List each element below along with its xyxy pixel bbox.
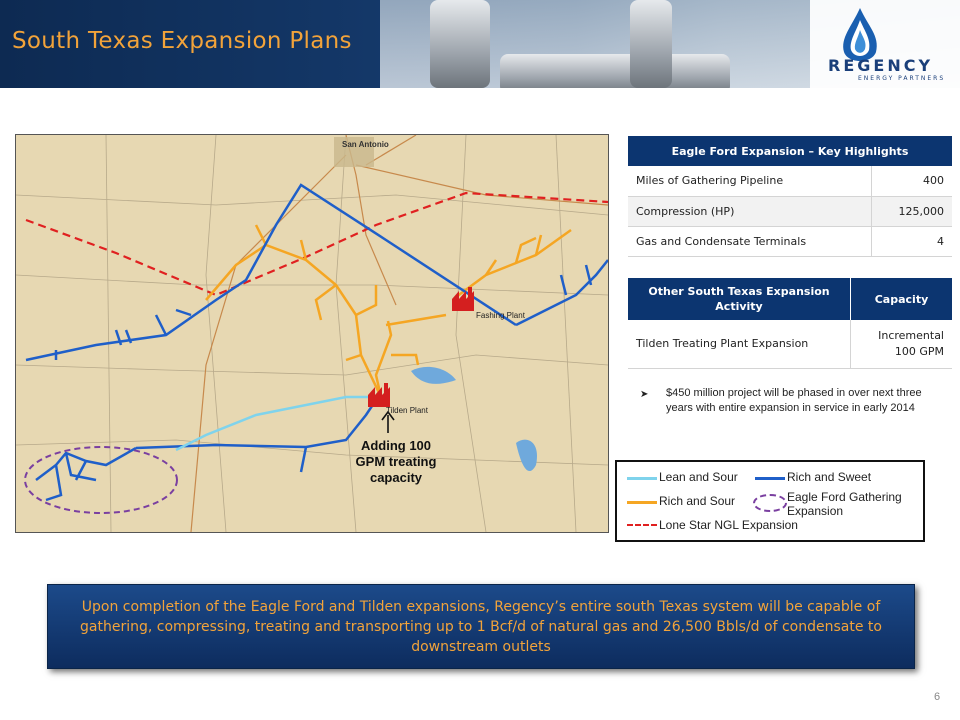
lean-sour-swatch (627, 477, 657, 480)
eagle-ford-swatch (753, 494, 787, 512)
legend-eagle-ford: Eagle Ford Gathering Expansion (787, 490, 902, 518)
table-row (628, 196, 952, 226)
pipe-graphic (500, 54, 730, 88)
bullet-text: $450 million project will be phased in over next three years with entire expansion in service in early 2014 (666, 387, 922, 414)
table-header: Other South Texas Expansion Activity (628, 278, 851, 320)
row-label: Compression (HP) (628, 196, 871, 226)
page-title: South Texas Expansion Plans (12, 28, 352, 54)
rich-sour-swatch (627, 501, 657, 504)
row-label: Miles of Gathering Pipeline (628, 166, 871, 196)
company-logo (810, 0, 960, 88)
row-label: Gas and Condensate Terminals (628, 226, 871, 256)
page-number: 6 (934, 691, 941, 703)
logo-subtitle: ENERGY PARTNERS (858, 75, 946, 82)
pipe-graphic (630, 0, 672, 88)
table-row (628, 226, 952, 256)
logo-name: REGENCY (828, 56, 934, 75)
pipeline-map (15, 134, 609, 533)
callout-text: Upon completion of the Eagle Ford and Tilden expansions, Regency’s entire south Texas system will be capable of gathering, compressing, treating and transporting up to 1 Bcf/d of natural gas and 26,500 Bbls/d of condensate to downstream outlets (80, 599, 882, 655)
table-header: Capacity (851, 278, 953, 320)
header-banner (0, 0, 960, 88)
row-value: Incremental 100 GPM (851, 320, 953, 368)
legend-lone-star: Lone Star NGL Expansion (659, 518, 798, 532)
map-drawing (16, 135, 608, 532)
fashing-plant-label: Fashing Plant (476, 311, 525, 320)
lone-star-swatch (627, 524, 657, 526)
city-label: San Antonio (342, 140, 389, 149)
row-value: 4 (871, 226, 952, 256)
table-row (628, 166, 952, 196)
tilden-plant-label: Tilden Plant (386, 406, 428, 415)
summary-callout (47, 584, 915, 669)
other-activity-table (628, 278, 952, 369)
table-row (628, 320, 952, 368)
row-label: Tilden Treating Plant Expansion (628, 320, 851, 368)
row-value: 125,000 (871, 196, 952, 226)
table-header: Eagle Ford Expansion – Key Highlights (628, 136, 952, 166)
rich-sweet-swatch (755, 477, 785, 480)
map-legend (615, 460, 925, 542)
arrow-bullet-icon: ➤ (640, 389, 649, 400)
legend-rich-sweet: Rich and Sweet (787, 470, 872, 484)
treating-capacity-annotation: Adding 100 GPM treating capacity (355, 438, 437, 485)
legend-rich-sour: Rich and Sour (659, 494, 736, 508)
key-highlights-table (628, 136, 952, 257)
pipe-graphic (430, 0, 490, 88)
legend-lean-sour: Lean and Sour (659, 470, 738, 484)
row-value: 400 (871, 166, 952, 196)
